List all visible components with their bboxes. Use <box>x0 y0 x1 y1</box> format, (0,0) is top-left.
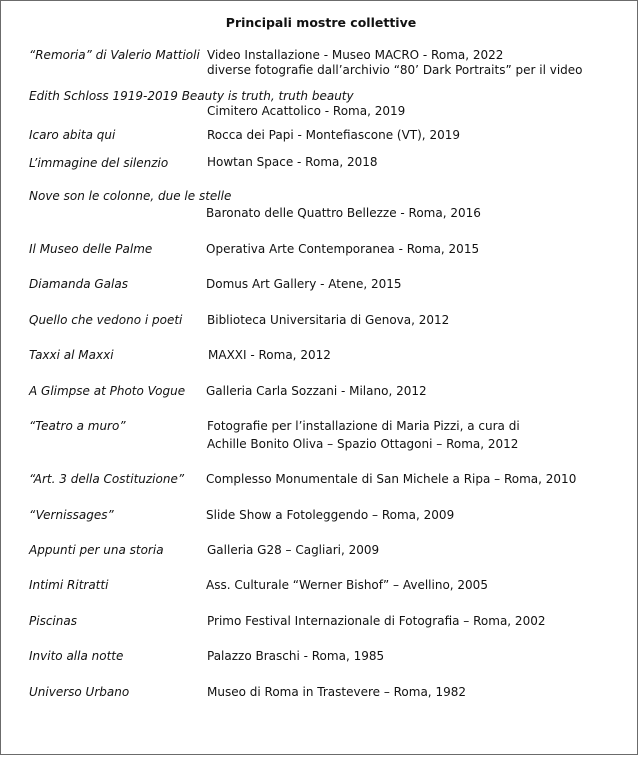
exhibition-venue: Slide Show a Fotoleggendo – Roma, 2009 <box>206 508 455 522</box>
exhibition-name: Invito alla notte <box>29 649 124 663</box>
exhibition-venue: Operativa Arte Contemporanea - Roma, 2015 <box>206 242 480 256</box>
exhibition-venue: Palazzo Braschi - Roma, 1985 <box>207 649 385 663</box>
exhibition-name: “Remoria” di Valerio Mattioli <box>29 48 200 62</box>
exhibition-name: “Teatro a muro” <box>29 419 126 433</box>
exhibition-name: Il Museo delle Palme <box>29 242 153 256</box>
exhibition-venue: Galleria G28 – Cagliari, 2009 <box>207 543 380 557</box>
exhibition-name: Icaro abita qui <box>29 128 116 142</box>
exhibition-venue-line2: diverse fotografie dall’archivio “80’ Dark Portraits” per il video <box>207 63 583 77</box>
exhibition-venue: Fotografie per l’installazione di Maria Pizzi, a cura di <box>207 419 520 433</box>
exhibition-venue: Howtan Space - Roma, 2018 <box>207 155 378 169</box>
exhibition-venue: Cimitero Acattolico - Roma, 2019 <box>207 104 406 118</box>
exhibition-name: Diamanda Galas <box>29 277 128 291</box>
exhibition-venue-line2: Achille Bonito Oliva – Spazio Ottagoni – Roma, 2012 <box>207 437 519 451</box>
exhibition-name: Universo Urbano <box>29 685 130 699</box>
exhibition-venue: Baronato delle Quattro Bellezze - Roma, 2016 <box>206 206 481 220</box>
exhibition-name: Quello che vedono i poeti <box>29 313 183 327</box>
page-title: Principali mostre collettive <box>225 15 417 30</box>
exhibition-venue: Rocca dei Papi - Montefiascone (VT), 2019 <box>207 128 460 142</box>
exhibition-venue: MAXXI - Roma, 2012 <box>208 348 331 362</box>
exhibition-name: Intimi Ritratti <box>29 578 109 592</box>
exhibition-venue: Galleria Carla Sozzani - Milano, 2012 <box>206 384 427 398</box>
exhibition-name: Nove son le colonne, due le stelle <box>29 189 232 203</box>
exhibition-name: Edith Schloss 1919-2019 Beauty is truth, truth beauty <box>29 89 354 103</box>
exhibition-venue: Complesso Monumentale di San Michele a Ripa – Roma, 2010 <box>206 472 577 486</box>
exhibition-name: L’immagine del silenzio <box>29 156 169 170</box>
exhibition-name: “Vernissages” <box>29 508 114 522</box>
exhibition-venue: Video Installazione - Museo MACRO - Roma, 2022 <box>207 48 504 62</box>
exhibition-name: Piscinas <box>29 614 77 628</box>
exhibition-name: Taxxi al Maxxi <box>29 348 114 362</box>
exhibition-venue: Museo di Roma in Trastevere – Roma, 1982 <box>207 685 466 699</box>
exhibition-venue: Biblioteca Universitaria di Genova, 2012 <box>207 313 450 327</box>
exhibition-name: Appunti per una storia <box>29 543 164 557</box>
exhibition-venue: Ass. Culturale “Werner Bishof” – Avellino, 2005 <box>206 578 488 592</box>
exhibition-name: “Art. 3 della Costituzione” <box>29 472 185 486</box>
exhibition-name: A Glimpse at Photo Vogue <box>29 384 186 398</box>
exhibition-venue: Primo Festival Internazionale di Fotografia – Roma, 2002 <box>207 614 546 628</box>
exhibition-venue: Domus Art Gallery - Atene, 2015 <box>206 277 402 291</box>
